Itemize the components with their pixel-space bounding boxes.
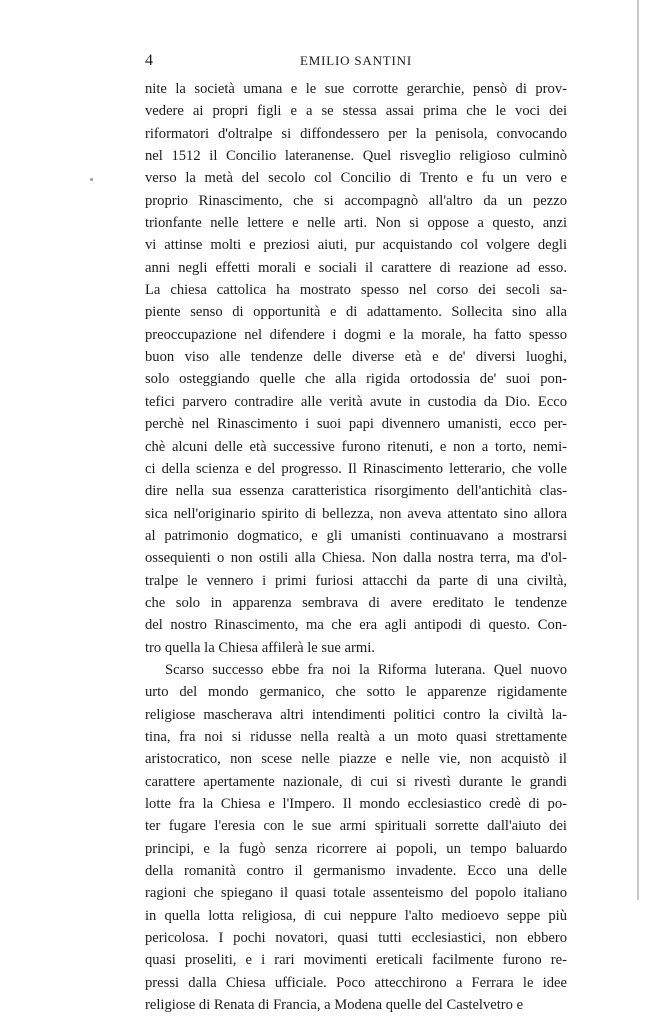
text-line: vi attinse molti e preziosi aiuti, pur acquistando col volgere degli xyxy=(145,237,567,254)
text-line: trionfante nelle lettere e nelle arti. Non si oppose a questo, anzi xyxy=(145,215,567,232)
text-line: riformatori d'oltralpe si diffondessero per la penisola, convocando xyxy=(145,125,567,142)
text-line: dire nella sua essenza caratteristica risorgimento dell'antichità clas- xyxy=(145,483,567,500)
text-line: verso la metà del secolo col Concilio di Trento e fu un vero e xyxy=(145,170,567,187)
text-line: aristocratico, non scese nelle piazze e nelle vie, non acquistò il xyxy=(145,751,567,768)
text-line: sica nell'originario spirito di bellezza, non aveva attentato sino allora xyxy=(145,505,567,522)
running-head: EMILIO SANTINI xyxy=(300,53,412,68)
text-line: nite la società umana e le sue corrotte gerarchie, pensò di prov- xyxy=(145,81,567,97)
text-line: del nostro Rinascimento, ma che era agli antipodi di questo. Con- xyxy=(145,617,567,634)
text-line: vedere ai propri figli e a se stessa assai prima che le voci dei xyxy=(145,103,567,120)
text-line: ter fugare l'eresia con le sue armi spirituali sorrette dall'aiuto dei xyxy=(145,818,567,835)
text-line: ossequienti o non ostili alla Chiesa. Non dalla nostra terra, ma d'ol- xyxy=(145,550,567,567)
scan-speck xyxy=(90,178,93,181)
text-line: pressi dalla Chiesa ufficiale. Poco attecchirono a Ferrara le idee xyxy=(145,974,567,991)
text-line: religiose mascherava altri intendimenti politici contro la civiltà la- xyxy=(145,706,567,723)
text-line: ci della scienza e del progresso. Il Rinascimento letterario, che volle xyxy=(145,460,567,477)
text-line: preoccupazione nel difendere i dogmi e la morale, ha fatto spesso xyxy=(145,326,567,343)
text-line: urto del mondo germanico, che sotto le apparenze rigidamente xyxy=(145,684,567,701)
text-line: tro quella la Chiesa affilerà le sue armi. xyxy=(145,639,375,656)
text-line: lotte fra la Chiesa e l'Impero. Il mondo ecclesiastico credè di po- xyxy=(145,796,567,812)
text-line: Scarso successo ebbe fra noi la Riforma luterana. Quel nuovo xyxy=(165,661,567,678)
text-line: tefici parvero contradire alle verità avute in custodia da Dio. Ecco xyxy=(145,393,567,410)
text-line: anni negli effetti morali e sociali il carattere di reazione ad esso. xyxy=(145,259,567,276)
page-header xyxy=(145,52,567,72)
page-number: 4 xyxy=(145,52,153,69)
text-line: in quella lotta religiosa, di cui neppure l'alto medioevo seppe più xyxy=(145,907,567,924)
text-line: che solo in apparenza sembrava di avere ereditato le tendenze xyxy=(145,594,567,611)
text-line: piente senso di opportunità e di adattamento. Sollecita sino alla xyxy=(145,304,567,321)
text-line: ragioni che spiegano il quasi totale assenteismo del popolo italiano xyxy=(145,885,567,902)
text-line: chè alcuni delle età successive furono ritenuti, e non a torto, nemi- xyxy=(145,438,567,455)
paragraph xyxy=(145,78,567,659)
text-line: quasi proseliti, e i rari movimenti ereticali facilmente furono re- xyxy=(145,952,567,969)
page-edge-shadow xyxy=(637,0,639,900)
text-line: proprio Rinascimento, che si accompagnò all'altro da un pezzo xyxy=(145,192,567,209)
text-line: La chiesa cattolica ha mostrato spesso nel corso dei secoli sa- xyxy=(145,282,567,299)
body-text xyxy=(145,78,567,1016)
text-line: tralpe le vennero i primi furiosi attacchi da parte di una civiltà, xyxy=(145,572,567,589)
text-line: principi, e la fugò senza ricorrere ai popoli, un tempo baluardo xyxy=(145,840,567,857)
text-line: nel 1512 il Concilio lateranense. Quel risveglio religioso culminò xyxy=(145,148,567,165)
text-line: buon viso alle tendenze delle diverse età e de' diversi luoghi, xyxy=(145,349,567,366)
text-line: religiose di Renata di Francia, a Modena quelle del Castelvetro e xyxy=(145,997,524,1014)
text-line: solo osteggiando quelle che alla rigida ortodossia de' suoi pon- xyxy=(145,371,567,388)
text-line: carattere apertamente nazionale, di cui si rivestì durante le grandi xyxy=(145,773,567,790)
paragraph xyxy=(145,659,567,1016)
text-line: tina, fra noi si ridusse nella realtà a un moto quasi strettamente xyxy=(145,728,567,745)
text-line: al patrimonio dogmatico, e gli umanisti continuavano a mostrarsi xyxy=(145,527,567,544)
text-line: perchè nel Rinascimento i suoi papi divennero umanisti, ecco per- xyxy=(145,416,567,433)
text-line: pericolosa. I pochi novatori, quasi tutti ecclesiastici, non ebbero xyxy=(145,930,567,947)
text-line: della romanità contro il germanismo invadente. Ecco una delle xyxy=(145,863,567,880)
